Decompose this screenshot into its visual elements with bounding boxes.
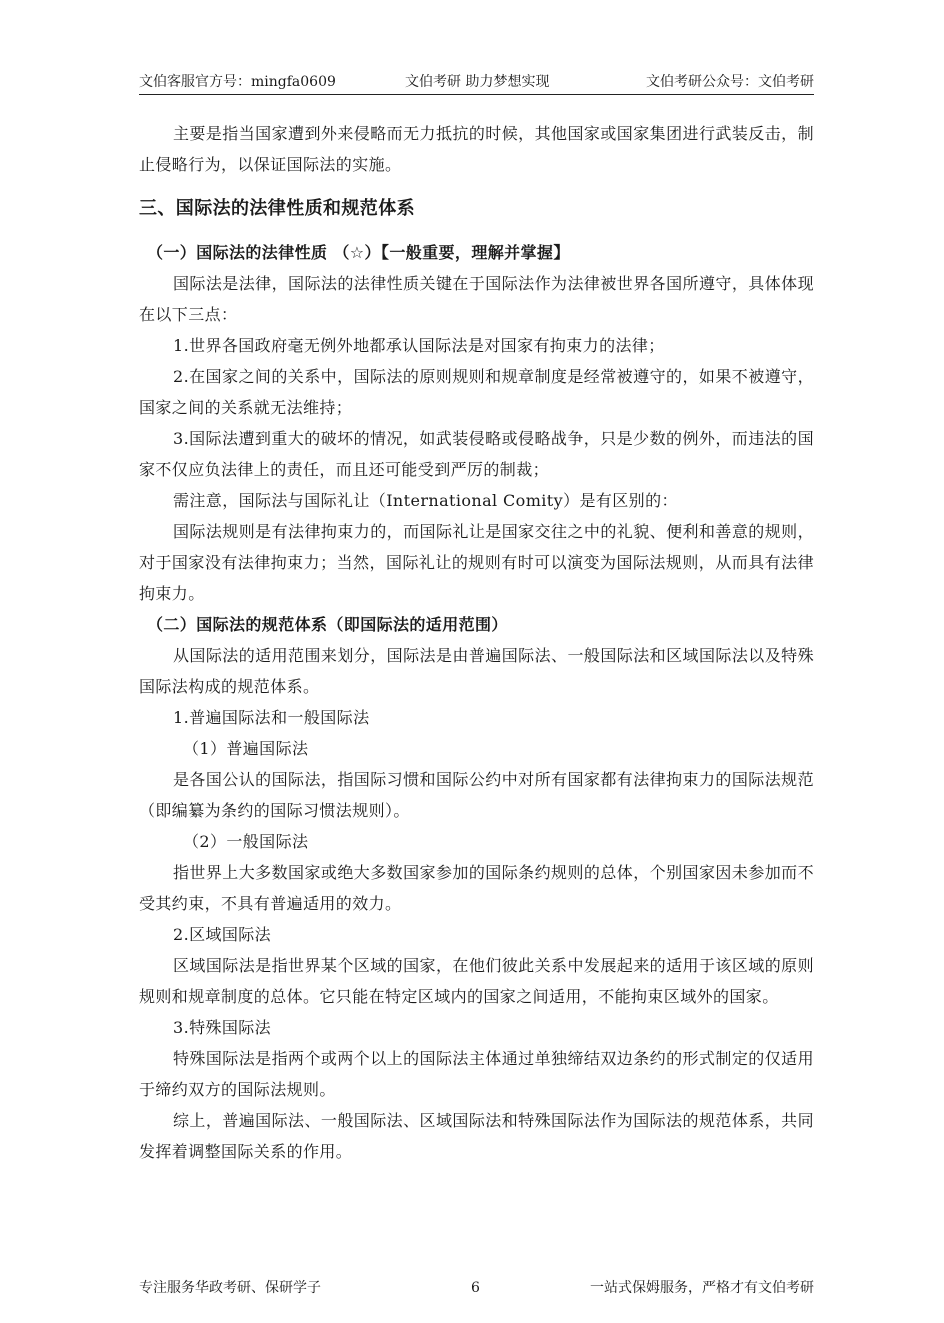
footer-left-text: 专注服务华政考研、保研学子 [139,1280,321,1296]
paragraph: 指世界上大多数国家或绝大多数国家参加的国际条约规则的总体，个别国家因未参加而不受其约束，不具有普遍适用的效力。 [139,863,814,913]
paragraph: 区域国际法是指世界某个区域的国家，在他们彼此关系中发展起来的适用于该区域的原则规则和规章制度的总体。它只能在特定区域内的国家之间适用，不能拘束区域外的国家。 [139,956,814,1006]
list-subitem: （1）普遍国际法 [183,739,309,758]
list-item: 3.国际法遭到重大的破坏的情况，如武装侵略或侵略战争，只是少数的例外，而违法的国家不仅应负法律上的责任，而且还可能受到严厉的制裁； [139,429,814,479]
paragraph: 特殊国际法是指两个或两个以上的国际法主体通过单独缔结双边条约的形式制定的仅适用于缔约双方的国际法规则。 [139,1049,814,1099]
footer-right-text: 一站式保姆服务，严格才有文伯考研 [590,1280,814,1296]
paragraph: 综上，普遍国际法、一般国际法、区域国际法和特殊国际法作为国际法的规范体系，共同发挥着调整国际关系的作用。 [139,1111,814,1161]
page-number: 6 [471,1280,480,1296]
subsection-heading: （一）国际法的法律性质 （☆）【一般重要，理解并掌握】 [147,243,570,262]
document-body [139,118,814,1167]
subsection-heading: （二）国际法的规范体系（即国际法的适用范围） [147,615,508,634]
list-item: 2.区域国际法 [173,925,272,944]
list-item: 1.世界各国政府毫无例外地都承认国际法是对国家有拘束力的法律； [173,336,665,355]
list-item: 3.特殊国际法 [173,1018,272,1037]
paragraph: 国际法是法律，国际法的法律性质关键在于国际法作为法律被世界各国所遵守，具体体现在以下三点： [139,274,814,324]
header-center-text: 文伯考研 助力梦想实现 [405,74,550,90]
paragraph: 是各国公认的国际法，指国际习惯和国际公约中对所有国家都有法律拘束力的国际法规范（即编纂为条约的国际习惯法规则）。 [139,770,814,820]
header-right-text: 文伯考研公众号：文伯考研 [646,74,814,90]
list-item: 1.普遍国际法和一般国际法 [173,708,370,727]
paragraph: 国际法规则是有法律拘束力的，而国际礼让是国家交往之中的礼貌、便利和善意的规则，对于国家没有法律拘束力；当然，国际礼让的规则有时可以演变为国际法规则，从而具有法律拘束力。 [139,522,814,603]
page-header [139,72,814,95]
list-subitem: （2）一般国际法 [183,832,309,851]
page-footer [139,1278,814,1300]
paragraph: 从国际法的适用范围来划分，国际法是由普遍国际法、一般国际法和区域国际法以及特殊国际法构成的规范体系。 [139,646,814,696]
list-item: 2.在国家之间的关系中，国际法的原则规则和规章制度是经常被遵守的，如果不被遵守，国家之间的关系就无法维持； [139,367,814,417]
paragraph: 主要是指当国家遭到外来侵略而无力抵抗的时候，其他国家或国家集团进行武装反击，制止侵略行为，以保证国际法的实施。 [139,124,814,174]
paragraph: 需注意，国际法与国际礼让（International Comity）是有区别的： [173,491,678,510]
header-left-text: 文伯客服官方号：mingfa0609 [139,74,336,90]
section-heading: 三、国际法的法律性质和规范体系 [139,198,415,219]
